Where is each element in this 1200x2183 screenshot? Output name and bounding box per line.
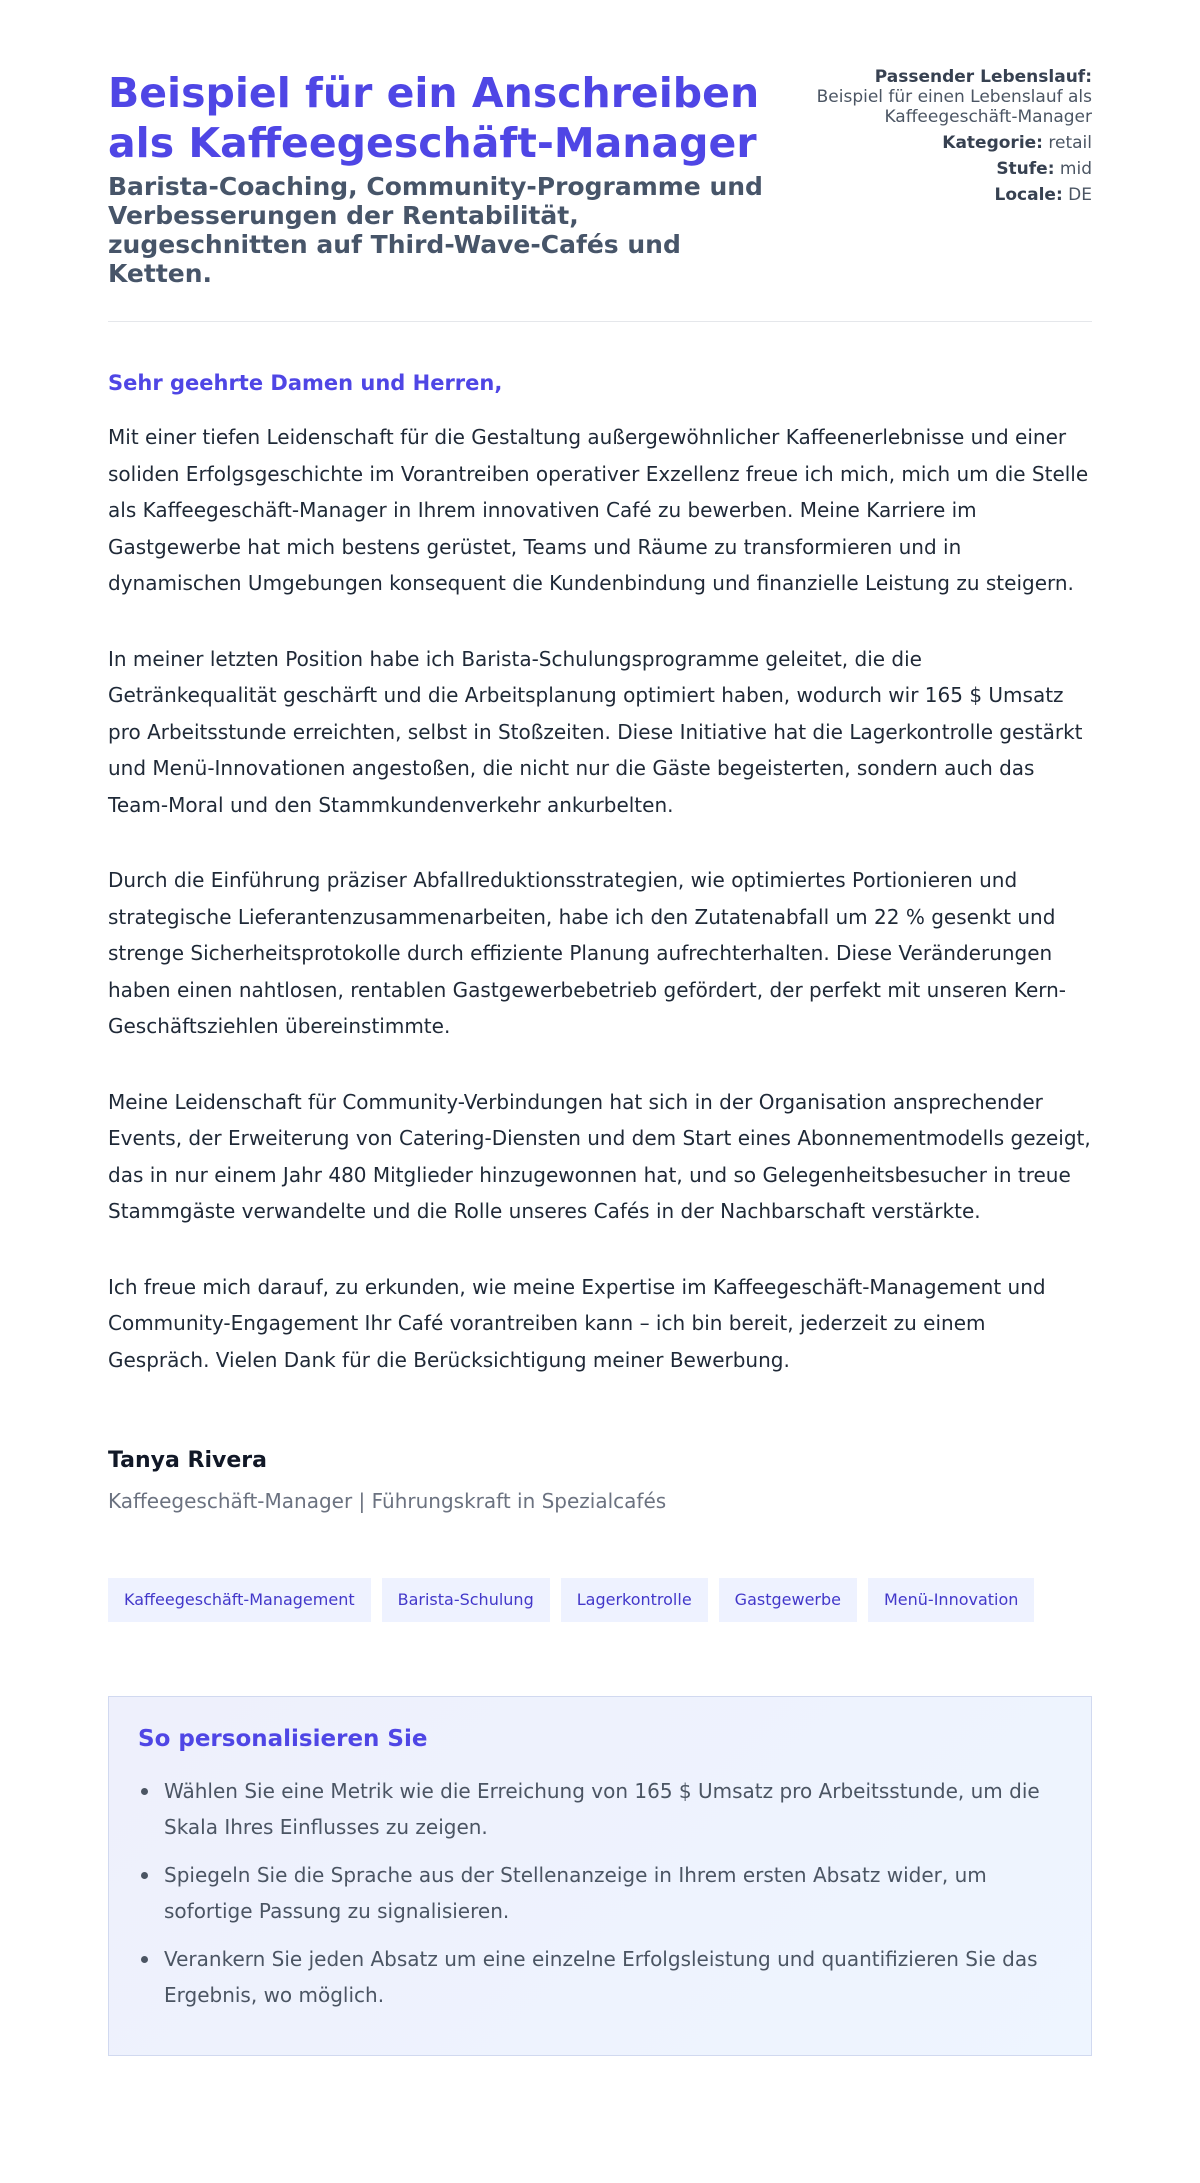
meta-level: [770, 159, 1092, 179]
letter-paragraph: Durch die Einführung präziser Abfallreduktionsstrategien, wie optimiertes Portionieren und strategische Lieferantenzusammenarbeiten, habe ich den Zutatenabfall um 22 % gesenkt und strenge Sicherheitsprotokolle durch effiziente Planung aufrechterhalten. Diese Veränderungen haben einen nahtlosen, rentablen Gastgewerbebetrieb gefördert, der perfekt mit unseren Kern-Geschäftsziehlen übereinstimmte.: [108, 868, 1067, 1038]
letter-paragraph: Meine Leidenschaft für Community-Verbindungen hat sich in der Organisation ansprechender Events, der Erweiterung von Catering-Diensten und dem Start eines Abonnementmodells gezeigt, das in nur einem Jahr 480 Mitglieder hinzugewonnen hat, und so Gelegenheitsbesucher in treue Stammgäste verwandelte und die Rolle unseres Cafés in der Nachbarschaft verstärkte.: [108, 1089, 1091, 1223]
skill-tag[interactable]: Lagerkontrolle: [561, 1578, 708, 1622]
tips-item: Verankern Sie jeden Absatz um eine einzelne Erfolgsleistung und quantifizieren Sie das Ergebnis, wo möglich.: [138, 1941, 1062, 2013]
skill-tags: [108, 1578, 1092, 1622]
letter-body: [108, 419, 1092, 1378]
meta-panel: [770, 67, 1092, 211]
tips-title: So personalisieren Sie: [138, 1726, 428, 1752]
letter-paragraph: In meiner letzten Position habe ich Barista-Schulungsprogramme geleitet, die die Getränkequalität geschärft und die Arbeitsplanung optimiert haben, wodurch wir 165 $ Umsatz pro Arbeitsstunde erreichten, selbst in Stoßzeiten. Diese Initiative hat die Lagerkontrolle gestärkt und Menü-Innovationen angestoßen, die nicht nur die Gäste begeisterten, sondern auch das Team-Moral und den Stammkundenverkehr ankurbelten.: [108, 646, 1083, 817]
meta-category: [770, 133, 1092, 153]
header-left: [108, 68, 770, 288]
signature: [108, 1448, 1092, 1514]
meta-locale-label: Locale:: [994, 185, 1063, 205]
page-title: Beispiel für ein Anschreiben als Kaffeegeschäft-Manager: [108, 69, 760, 167]
skill-tag[interactable]: Barista-Schulung: [382, 1578, 550, 1622]
meta-level-value: mid: [1059, 159, 1092, 179]
meta-locale: [770, 185, 1092, 205]
skill-tag[interactable]: Gastgewerbe: [719, 1578, 857, 1622]
tips-list: [138, 1773, 1062, 2013]
meta-category-label: Kategorie:: [942, 133, 1043, 153]
header: [108, 68, 1092, 288]
letter-paragraph: Mit einer tiefen Leidenschaft für die Gestaltung außergewöhnlicher Kaffeenerlebnisse und einer soliden Erfolgsgeschichte im Vorantreiben operativer Exzellenz freue ich mich, mich um die Stelle als Kaffeegeschäft-Manager in Ihrem innovativen Café zu bewerben. Meine Karriere im Gastgewerbe hat mich bestens gerüstet, Teams und Räume zu transformieren und in dynamischen Umgebungen konsequent die Kundenbindung und finanzielle Leistung zu steigern.: [108, 425, 1089, 595]
personalization-tips: [108, 1696, 1092, 2056]
skill-tag[interactable]: Menü-Innovation: [868, 1578, 1034, 1622]
meta-resume-link[interactable]: Beispiel für einen Lebenslauf als Kaffeegeschäft-Manager: [816, 87, 1092, 127]
meta-resume: [770, 67, 1092, 127]
meta-category-value: retail: [1048, 133, 1092, 153]
page-subtitle: Barista-Coaching, Community-Programme und Verbesserungen der Rentabilität, zugeschnitten auf Third-Wave-Cafés und Ketten.: [108, 172, 763, 288]
letter-paragraph: Ich freue mich darauf, zu erkunden, wie meine Expertise im Kaffeegeschäft-Management und Community-Engagement Ihr Café vorantreiben kann – ich bin bereit, jederzeit zu einem Gespräch. Vielen Dank für die Berücksichtigung meiner Bewerbung.: [108, 1274, 1046, 1372]
tips-item: Spiegeln Sie die Sprache aus der Stellenanzeige in Ihrem ersten Absatz wider, um sofortige Passung zu signalisieren.: [138, 1857, 1062, 1929]
meta-locale-value: DE: [1068, 185, 1092, 205]
skill-tag[interactable]: Kaffeegeschäft-Management: [108, 1578, 371, 1622]
signature-role: Kaffeegeschäft-Manager | Führungskraft in Spezialcafés: [108, 1489, 667, 1513]
letter-salutation: Sehr geehrte Damen und Herren,: [108, 371, 503, 395]
signature-name: Tanya Rivera: [108, 1448, 267, 1473]
tips-item: Wählen Sie eine Metrik wie die Erreichung von 165 $ Umsatz pro Arbeitsstunde, um die Skala Ihres Einflusses zu zeigen.: [138, 1773, 1062, 1845]
header-divider: [108, 321, 1092, 322]
meta-level-label: Stufe:: [996, 159, 1055, 179]
meta-resume-label: Passender Lebenslauf:: [874, 67, 1092, 87]
